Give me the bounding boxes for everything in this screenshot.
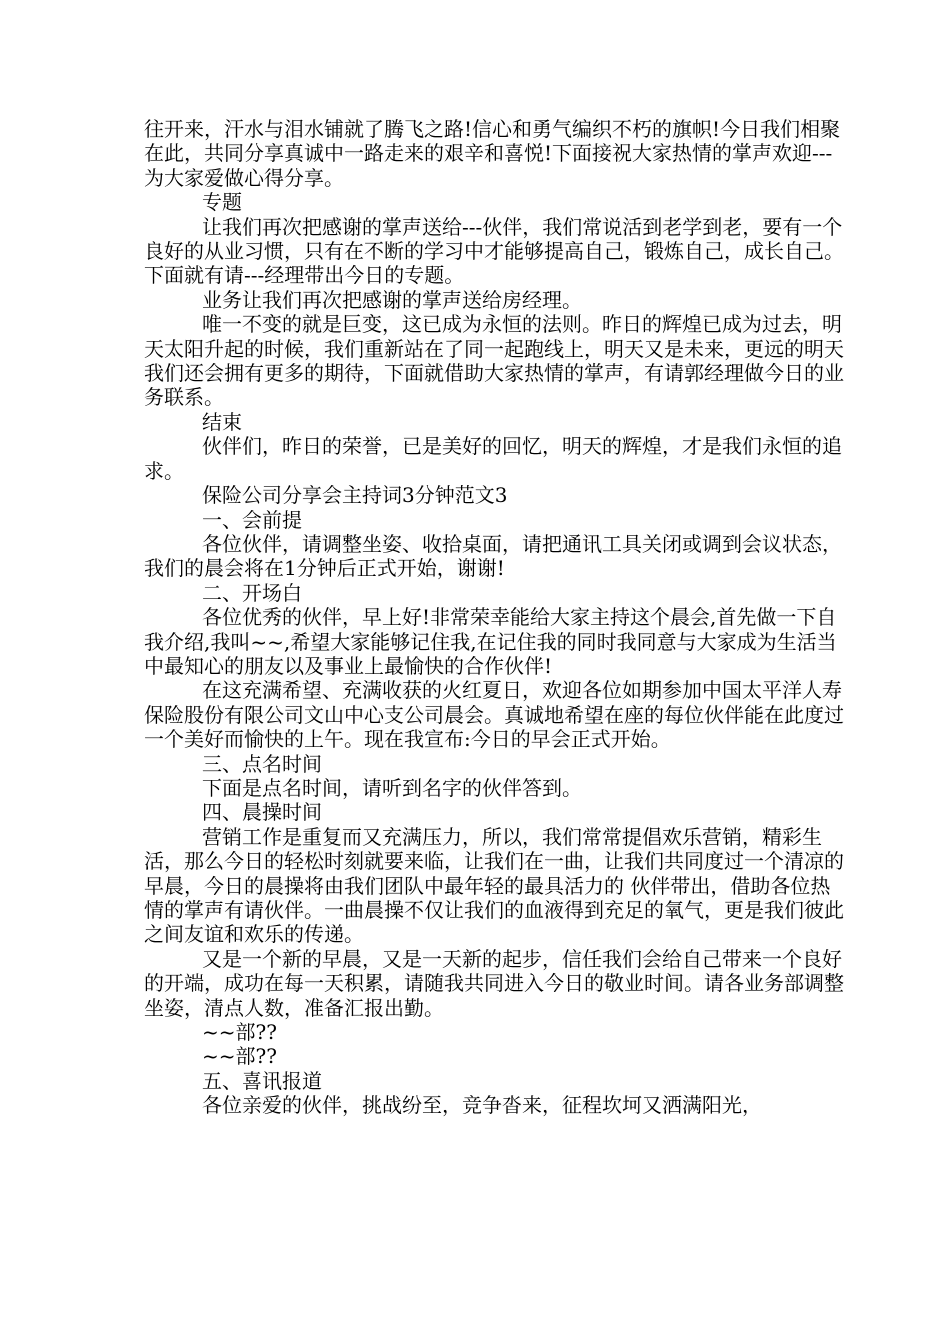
paragraph: 营销工作是重复而又充满压力，所以，我们常常提倡欢乐营销，精彩生活，那么今日的轻松时刻就要来临，让我们在一曲，让我们共同度过一个清凉的早晨，今日的晨操将由我们团队中最年轻的最具活力的 伙伴带出，借助各位热情的掌声有请伙伴。一曲晨操不仅让我们的血液得到充足的氧气，更是我们彼此之间友谊和欢乐的传递。 [144,824,844,947]
paragraph: 专题 [202,190,242,215]
paragraph: 业务让我们再次把感谢的掌声送给房经理。 [202,287,582,312]
paragraph: 保险公司分享会主持词3分钟范文3 [202,483,508,508]
paragraph: 伙伴们，昨日的荣誉，已是美好的回忆，明天的辉煌，才是我们永恒的追求。 [144,434,842,483]
paragraph: 在这充满希望、充满收获的火红夏日，欢迎各位如期参加中国太平洋人寿保险股份有限公司文山中心支公司晨会。真诚地希望在座的每位伙伴能在此度过一个美好而愉快的上午。现在我宣布:今日的早会正式开始。 [144,678,844,752]
paragraph: 四、晨操时间 [202,800,322,825]
paragraph: 一、会前提 [202,507,302,532]
paragraph: 唯一不变的就是巨变，这已成为永恒的法则。昨日的辉煌已成为过去，明天太阳升起的时候，我们重新站在了同一起跑线上，明天又是未来，更远的明天我们还会拥有更多的期待，下面就借助大家热情的掌声，有请郭经理做今日的业务联系。 [144,312,844,410]
paragraph: 各位亲爱的伙伴，挑战纷至，竞争沓来，征程坎坷又洒满阳光， [202,1093,762,1118]
paragraph: ~~部?? [202,1044,277,1069]
paragraph: 让我们再次把感谢的掌声送给---伙伴，我们常说活到老学到老，要有一个良好的从业习惯，只有在不断的学习中才能够提高自己，锻炼自己，成长自己。下面就有请---经理带出今日的专题。 [144,214,844,288]
paragraph: 各位伙伴，请调整坐姿、收拾桌面，请把通讯工具关闭或调到会议状态，我们的晨会将在1分钟后正式开始，谢谢! [144,531,842,581]
paragraph: 往开来，汗水与泪水铺就了腾飞之路!信心和勇气编织不朽的旗帜!今日我们相聚在此，共同分享真诚中一路走来的艰辛和喜悦!下面接祝大家热情的掌声欢迎---为大家爱做心得分享。 [144,117,841,190]
paragraph: 结束 [202,409,242,434]
paragraph: 三、点名时间 [202,751,322,776]
paragraph: 二、开场白 [202,580,302,605]
paragraph: ~~部?? [202,1020,277,1045]
paragraph: 各位优秀的伙伴，早上好!非常荣幸能给大家主持这个晨会,首先做一下自我介绍,我叫~~,希望大家能够记住我,在记住我的同时我同意与大家成为生活当中最知心的朋友以及事业上最愉快的合作伙伴! [144,605,837,678]
paragraph: 五、喜讯报道 [202,1068,322,1093]
paragraph: 又是一个新的早晨，又是一天新的起步，信任我们会给自己带来一个良好的开端，成功在每一天积累，请随我共同进入今日的敬业时间。请各业务部调整坐姿，清点人数，准备汇报出勤。 [144,946,844,1020]
document-body [144,117,844,1118]
paragraph: 下面是点名时间，请听到名字的伙伴答到。 [202,775,582,800]
